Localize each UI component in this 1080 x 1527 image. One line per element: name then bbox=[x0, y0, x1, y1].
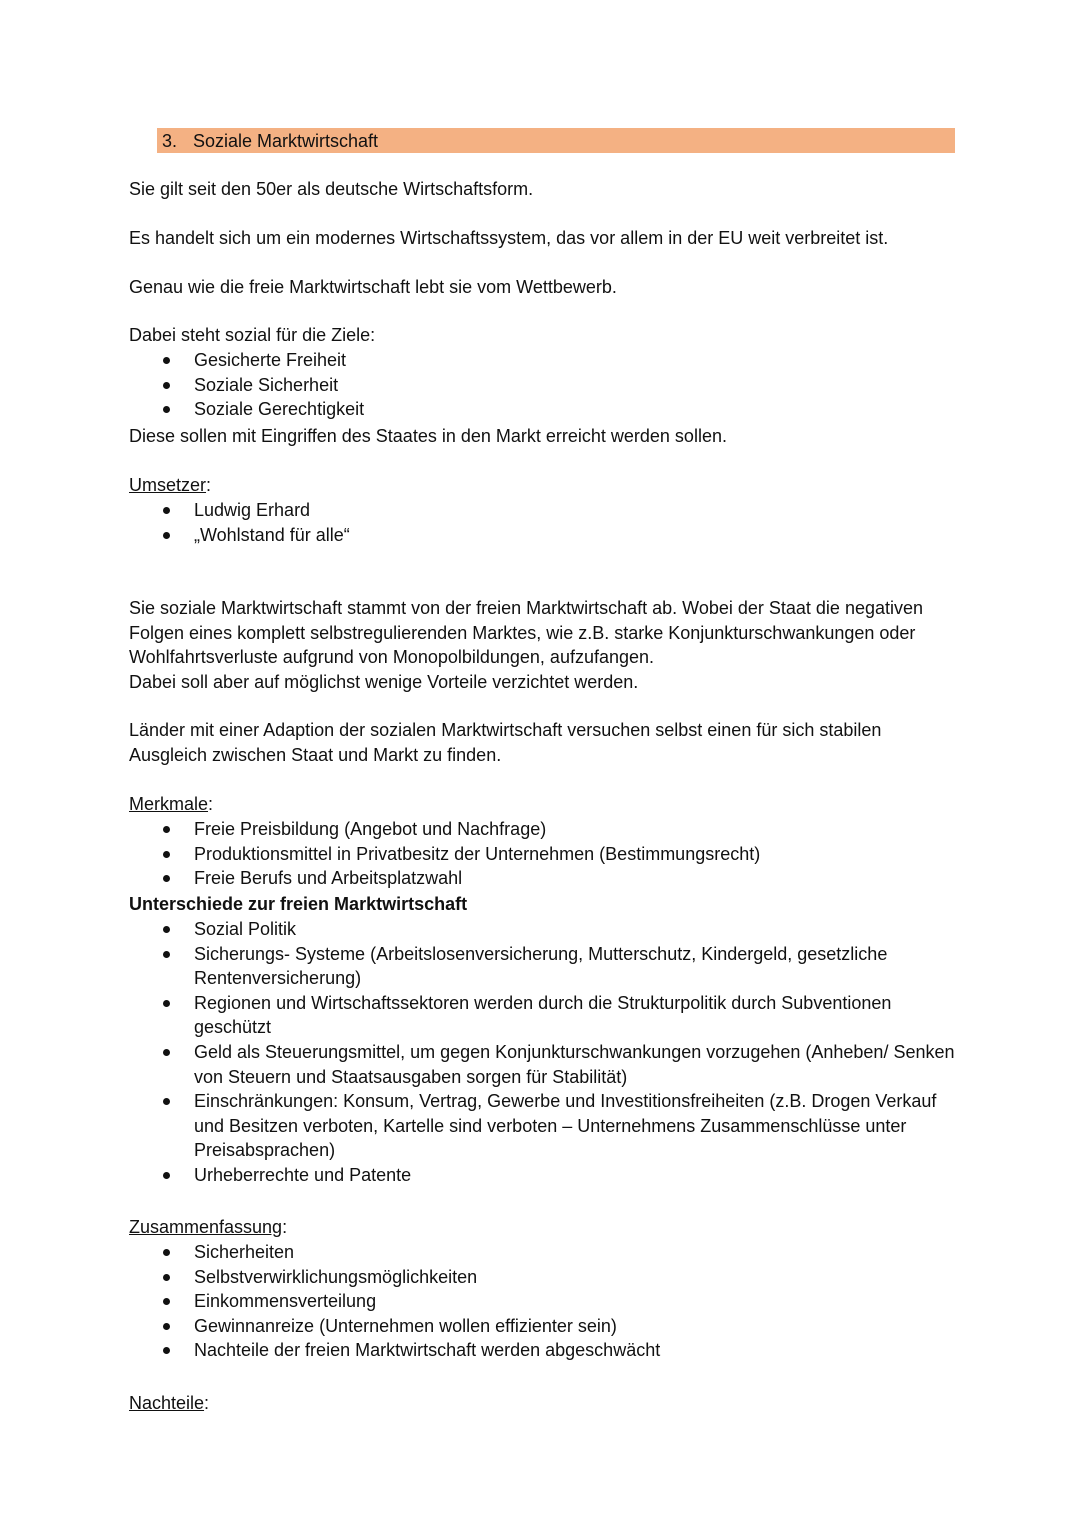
list-item: Produktionsmittel in Privatbesitz der Unternehmen (Bestimmungsrecht) bbox=[129, 842, 959, 867]
zusammenfassung-list bbox=[129, 1240, 959, 1363]
label-colon: : bbox=[282, 1217, 288, 1237]
text-line: Sie soziale Marktwirtschaft stammt von der freien Marktwirtschaft ab. Wobei der Staat die negativen bbox=[129, 598, 924, 618]
list-item: Sozial Politik bbox=[129, 917, 959, 942]
merkmale-label-line bbox=[129, 792, 969, 817]
text-line: Folgen eines komplett selbstregulierenden Marktes, wie z.B. starke Konjunkturschwankungen oder bbox=[129, 622, 916, 643]
list-item: Nachteile der freien Marktwirtschaft werden abgeschwächt bbox=[129, 1338, 959, 1363]
list-item: Urheberrechte und Patente bbox=[129, 1163, 959, 1188]
umsetzer-label: Umsetzer bbox=[129, 475, 207, 495]
paragraph-eingriffe: Diese sollen mit Eingriffen des Staates in den Markt erreicht werden sollen. bbox=[129, 426, 727, 446]
list-item: Geld als Steuerungsmittel, um gegen Konjunkturschwankungen vorzugehen (Anheben/ Senken von Steuern und Staatsausgaben sorgen für Stabilität) bbox=[129, 1040, 959, 1089]
list-item: Ludwig Erhard bbox=[129, 498, 959, 523]
section-number: 3. bbox=[162, 131, 178, 151]
paragraph-wettbewerb: Genau wie die freie Marktwirtschaft lebt sie vom Wettbewerb. bbox=[129, 277, 617, 297]
list-item: Regionen und Wirtschaftssektoren werden durch die Strukturpolitik durch Subventionen geschützt bbox=[129, 991, 959, 1040]
unterschiede-heading: Unterschiede zur freien Marktwirtschaft bbox=[129, 894, 468, 914]
text-line: Dabei soll aber auf möglichst wenige Vorteile verzichtet werden. bbox=[129, 671, 639, 692]
text-line: Ausgleich zwischen Staat und Markt zu finden. bbox=[129, 744, 502, 765]
text-line: Länder mit einer Adaption der sozialen Marktwirtschaft versuchen selbst einen für sich stabilen bbox=[129, 720, 882, 740]
list-item: Freie Preisbildung (Angebot und Nachfrage) bbox=[129, 817, 959, 842]
label-colon: : bbox=[204, 1393, 210, 1413]
section-title: Soziale Marktwirtschaft bbox=[193, 131, 379, 151]
paragraph-ziele-intro: Dabei steht sozial für die Ziele: bbox=[129, 325, 376, 345]
zusammenfassung-label-line bbox=[129, 1215, 969, 1240]
list-item: Soziale Sicherheit bbox=[129, 373, 959, 398]
list-item: Sicherheiten bbox=[129, 1240, 959, 1265]
list-item: „Wohlstand für alle“ bbox=[129, 523, 959, 548]
list-item: Freie Berufs und Arbeitsplatzwahl bbox=[129, 866, 959, 891]
nachteile-label-line bbox=[129, 1391, 969, 1416]
text-line: Wohlfahrtsverluste aufgrund von Monopolbildungen, aufzufangen. bbox=[129, 647, 655, 668]
paragraph-system: Es handelt sich um ein modernes Wirtschaftssystem, das vor allem in der EU weit verbreitet ist. bbox=[129, 228, 889, 248]
ziele-list bbox=[129, 348, 959, 422]
list-item: Einschränkungen: Konsum, Vertrag, Gewerbe und Investitionsfreiheiten (z.B. Drogen Verkauf und Besitzen verboten, Kartelle sind verboten – Unternehmens Zusammenschlüsse unter Preisabsprachen) bbox=[129, 1089, 959, 1163]
paragraph-herkunft bbox=[129, 596, 969, 694]
merkmale-label: Merkmale bbox=[129, 794, 209, 814]
paragraph-intro: Sie gilt seit den 50er als deutsche Wirtschaftsform. bbox=[129, 179, 534, 199]
label-colon: : bbox=[206, 475, 212, 495]
zusammenfassung-label: Zusammenfassung bbox=[129, 1217, 283, 1237]
umsetzer-label-line bbox=[129, 473, 969, 498]
paragraph-laender bbox=[129, 718, 969, 767]
label-colon: : bbox=[208, 794, 214, 814]
unterschiede-list bbox=[129, 917, 959, 1188]
merkmale-list bbox=[129, 817, 959, 891]
nachteile-label: Nachteile bbox=[129, 1393, 205, 1413]
list-item: Selbstverwirklichungsmöglichkeiten bbox=[129, 1265, 959, 1290]
umsetzer-list bbox=[129, 498, 959, 547]
list-item: Einkommensverteilung bbox=[129, 1289, 959, 1314]
list-item: Gesicherte Freiheit bbox=[129, 348, 959, 373]
list-item: Soziale Gerechtigkeit bbox=[129, 397, 959, 422]
list-item: Gewinnanreize (Unternehmen wollen effizienter sein) bbox=[129, 1314, 959, 1339]
list-item: Sicherungs- Systeme (Arbeitslosenversicherung, Mutterschutz, Kindergeld, gesetzliche Rentenversicherung) bbox=[129, 942, 959, 991]
section-heading bbox=[162, 129, 378, 153]
